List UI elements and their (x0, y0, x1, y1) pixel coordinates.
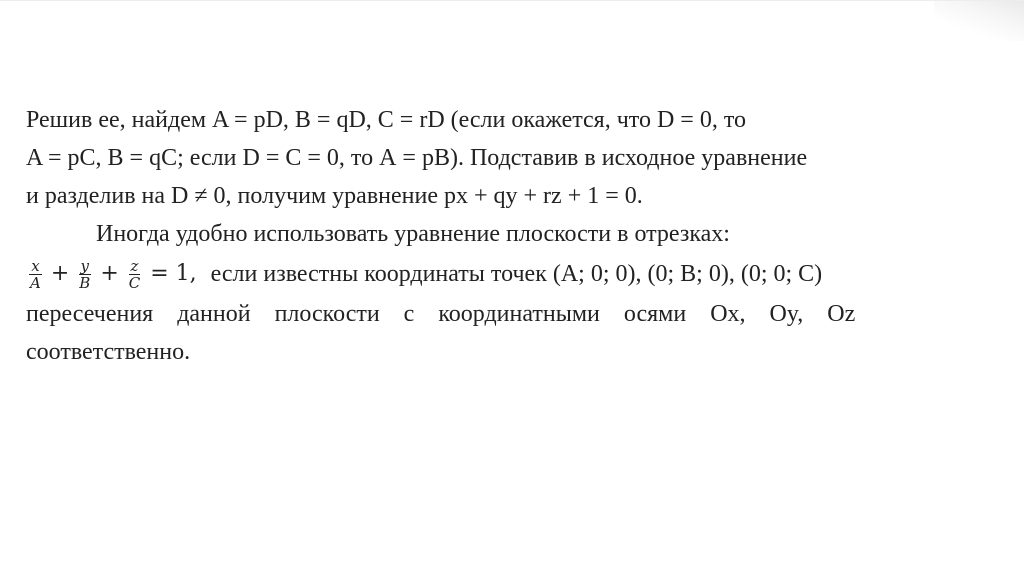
paragraph1-line2: A = pC, В = qC; если D = С = 0, то А = pB). Подставив в исходное уравнение (26, 145, 808, 171)
paragraph2-line3: пересечения данной плоскости с координатными осями Ox, Oy, Oz (26, 301, 856, 327)
fraction-numerator: z (130, 256, 139, 275)
paragraph1-line3: и разделив на D ≠ 0, получим уравнение px + qy + rz + 1 = 0. (26, 183, 643, 209)
document-text (26, 101, 970, 371)
fraction-x-over-a (28, 258, 43, 291)
fraction-numerator: y (80, 256, 90, 275)
fraction-numerator: x (31, 256, 40, 275)
equals-one: = 1, (150, 261, 197, 286)
paragraph1-line1: Решив ее, найдем A = pD, B = qD, C = rD (если окажется, что D = 0, то (26, 107, 746, 133)
fraction-y-over-b (77, 258, 92, 291)
plus-sign: + (100, 261, 119, 286)
intercept-formula-line (26, 253, 970, 295)
paragraph2-line4: соответственно. (26, 339, 191, 365)
page-corner-shadow (934, 1, 1024, 41)
fraction-z-over-c (127, 258, 142, 291)
paragraph2-line1: Иногда удобно использовать уравнение плоскости в отрезках: (96, 221, 730, 247)
paragraph2-line2-rest: если известны координаты точек (A; 0; 0), (0; В; 0), (0; 0; С) (210, 261, 823, 287)
fraction-denominator: C (128, 273, 141, 292)
plus-sign: + (50, 261, 70, 286)
fraction-denominator: A (30, 273, 41, 292)
fraction-denominator: B (79, 273, 91, 292)
